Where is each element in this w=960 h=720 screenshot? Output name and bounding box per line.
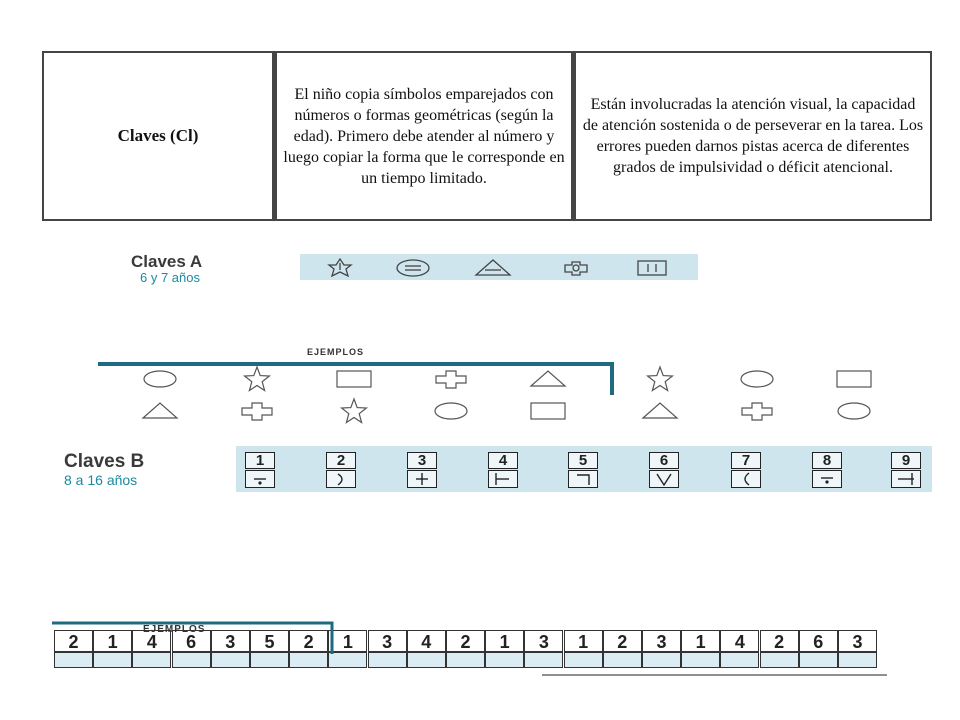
claves-a-key-icons bbox=[300, 254, 700, 281]
circle-shape bbox=[741, 371, 773, 387]
key-number: 8 bbox=[812, 452, 842, 469]
claves-a-title: Claves A bbox=[131, 252, 203, 271]
skills-description-cell: Están involucradas la atención visual, la capacidad de atención sostenida o de perseverar en la tarea. Los errores pueden darnos pistas acerca de diferentes grados de impulsividad o déficit atencional. bbox=[574, 51, 932, 221]
digit-cell: 1 bbox=[328, 630, 367, 652]
digit-cell: 3 bbox=[211, 630, 250, 652]
key-number: 2 bbox=[326, 452, 356, 469]
description-table bbox=[42, 51, 932, 221]
square-shape bbox=[531, 403, 565, 419]
table-row bbox=[42, 51, 932, 221]
right-paren-icon bbox=[326, 470, 356, 488]
circle-shape bbox=[144, 371, 176, 387]
key-number: 7 bbox=[731, 452, 761, 469]
cross-shape bbox=[742, 403, 772, 420]
digit-cell: 4 bbox=[720, 630, 759, 652]
triangle-shape bbox=[643, 403, 677, 418]
circle-shape bbox=[435, 403, 467, 419]
ejemplos-a-label: EJEMPLOS bbox=[307, 347, 365, 357]
claves-b-title: Claves B bbox=[64, 451, 145, 472]
digit-cell: 1 bbox=[681, 630, 720, 652]
claves-b-age: 8 a 16 años bbox=[64, 472, 138, 488]
digit-cell: 2 bbox=[289, 630, 328, 652]
key-pair bbox=[488, 452, 518, 488]
square-shape bbox=[837, 371, 871, 387]
digit-cell: 2 bbox=[603, 630, 642, 652]
examples-b-bracket bbox=[52, 617, 892, 677]
square-shape bbox=[337, 371, 371, 387]
key-number: 3 bbox=[407, 452, 437, 469]
triangle-shape bbox=[531, 371, 565, 386]
star-shape bbox=[245, 367, 270, 391]
square-bars-icon bbox=[638, 261, 666, 275]
key-pair bbox=[568, 452, 598, 488]
task-description-cell: El niño copia símbolos emparejados con números o formas geométricas (según la edad). Primero debe atender al número y luego copiar la forma que le corresponde en un tiempo limitado. bbox=[275, 51, 574, 221]
key-pair bbox=[731, 452, 761, 488]
digit-cell: 2 bbox=[54, 630, 93, 652]
cross-shape bbox=[242, 403, 272, 420]
ejemplos-b-label: EJEMPLOS bbox=[143, 624, 206, 635]
dash-dot-icon bbox=[245, 470, 275, 488]
star-shape bbox=[342, 399, 367, 423]
digit-cell: 4 bbox=[407, 630, 446, 652]
key-pair bbox=[812, 452, 842, 488]
key-number: 4 bbox=[488, 452, 518, 469]
plus-icon bbox=[407, 470, 437, 488]
circle-equals-icon bbox=[397, 260, 429, 276]
v-icon bbox=[649, 470, 679, 488]
cross-shape bbox=[436, 371, 466, 388]
star-shape bbox=[648, 367, 673, 391]
digit-cell: 3 bbox=[524, 630, 563, 652]
key-number: 1 bbox=[245, 452, 275, 469]
triangle-line-icon bbox=[476, 260, 510, 275]
claves-a-age: 6 y 7 años bbox=[140, 270, 200, 285]
digit-cell: 4 bbox=[132, 630, 171, 652]
shape-examples-grid bbox=[95, 355, 895, 430]
key-pair bbox=[326, 452, 356, 488]
tee-right-icon bbox=[891, 470, 921, 488]
digit-cell: 3 bbox=[642, 630, 681, 652]
key-pair bbox=[407, 452, 437, 488]
key-pair bbox=[649, 452, 679, 488]
tee-left-icon bbox=[488, 470, 518, 488]
key-pair bbox=[891, 452, 921, 488]
key-number: 5 bbox=[568, 452, 598, 469]
cross-circle-icon bbox=[565, 262, 587, 275]
triangle-shape bbox=[143, 403, 177, 418]
digit-cell: 6 bbox=[799, 630, 838, 652]
digit-cell: 2 bbox=[760, 630, 799, 652]
corner-icon bbox=[568, 470, 598, 488]
key-number: 9 bbox=[891, 452, 921, 469]
digit-cell: 1 bbox=[564, 630, 603, 652]
examples-bracket bbox=[98, 364, 612, 395]
digit-cell: 3 bbox=[368, 630, 407, 652]
digit-cell: 3 bbox=[838, 630, 877, 652]
digit-cell: 2 bbox=[446, 630, 485, 652]
digit-cell: 5 bbox=[250, 630, 289, 652]
digit-cell: 1 bbox=[485, 630, 524, 652]
left-paren-icon bbox=[731, 470, 761, 488]
digit-cell: 1 bbox=[93, 630, 132, 652]
subtest-name-cell: Claves (Cl) bbox=[42, 51, 275, 221]
division-icon bbox=[812, 470, 842, 488]
circle-shape bbox=[838, 403, 870, 419]
key-pair bbox=[245, 452, 275, 488]
key-number: 6 bbox=[649, 452, 679, 469]
digit-cell: 6 bbox=[172, 630, 211, 652]
